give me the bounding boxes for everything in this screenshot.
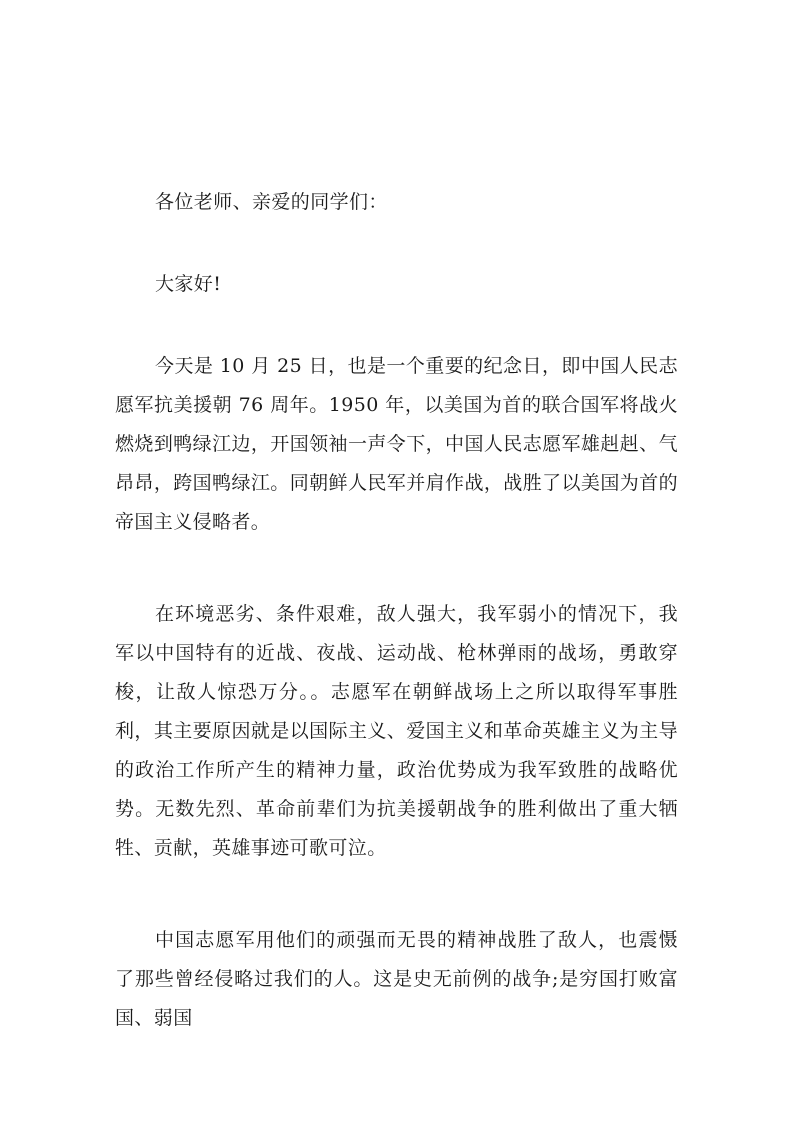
paragraph-spacer — [115, 868, 678, 921]
paragraph-anniversary: 今天是 10 月 25 日，也是一个重要的纪念日，即中国人民志愿军抗美援朝 76 周年。1950 年，以美国为首的联合国军将战火燃烧到鸭绿江边，开国领袖一声令下，中国人民志愿军雄赳赳、气昂昂，跨国鸭绿江。同朝鲜人民军并肩作战，战胜了以美国为首的帝国主义侵略者。 — [115, 355, 678, 533]
paragraph-spacer — [115, 542, 678, 595]
paragraph-battle: 在环境恶劣、条件艰难，敌人强大，我军弱小的情况下，我军以中国特有的近战、夜战、运动战、枪林弹雨的战场，勇敢穿梭，让敌人惊恐万分。。志愿军在朝鲜战场上之所以取得军事胜利，其主要原因就是以国际主义、爱国主义和革命英雄主义为主导的政治工作所产生的精神力量，政治优势成为我军致胜的战略优势。无数先烈、革命前辈们为抗美援朝战争的胜利做出了重大牺牲、贡献，英雄事迹可歌可泣。 — [115, 603, 678, 859]
document-page — [115, 183, 678, 1038]
salutation: 各位老师、亲爱的同学们： — [155, 191, 388, 213]
paragraph-spacer — [115, 222, 678, 265]
paragraph-victory: 中国志愿军用他们的顽强而无畏的精神战胜了敌人，也震慑了那些曾经侵略过我们的人。这是史无前例的战争;是穷国打败富国、弱国 — [115, 929, 678, 1029]
paragraph-spacer — [115, 304, 678, 347]
greeting: 大家好! — [155, 273, 222, 295]
